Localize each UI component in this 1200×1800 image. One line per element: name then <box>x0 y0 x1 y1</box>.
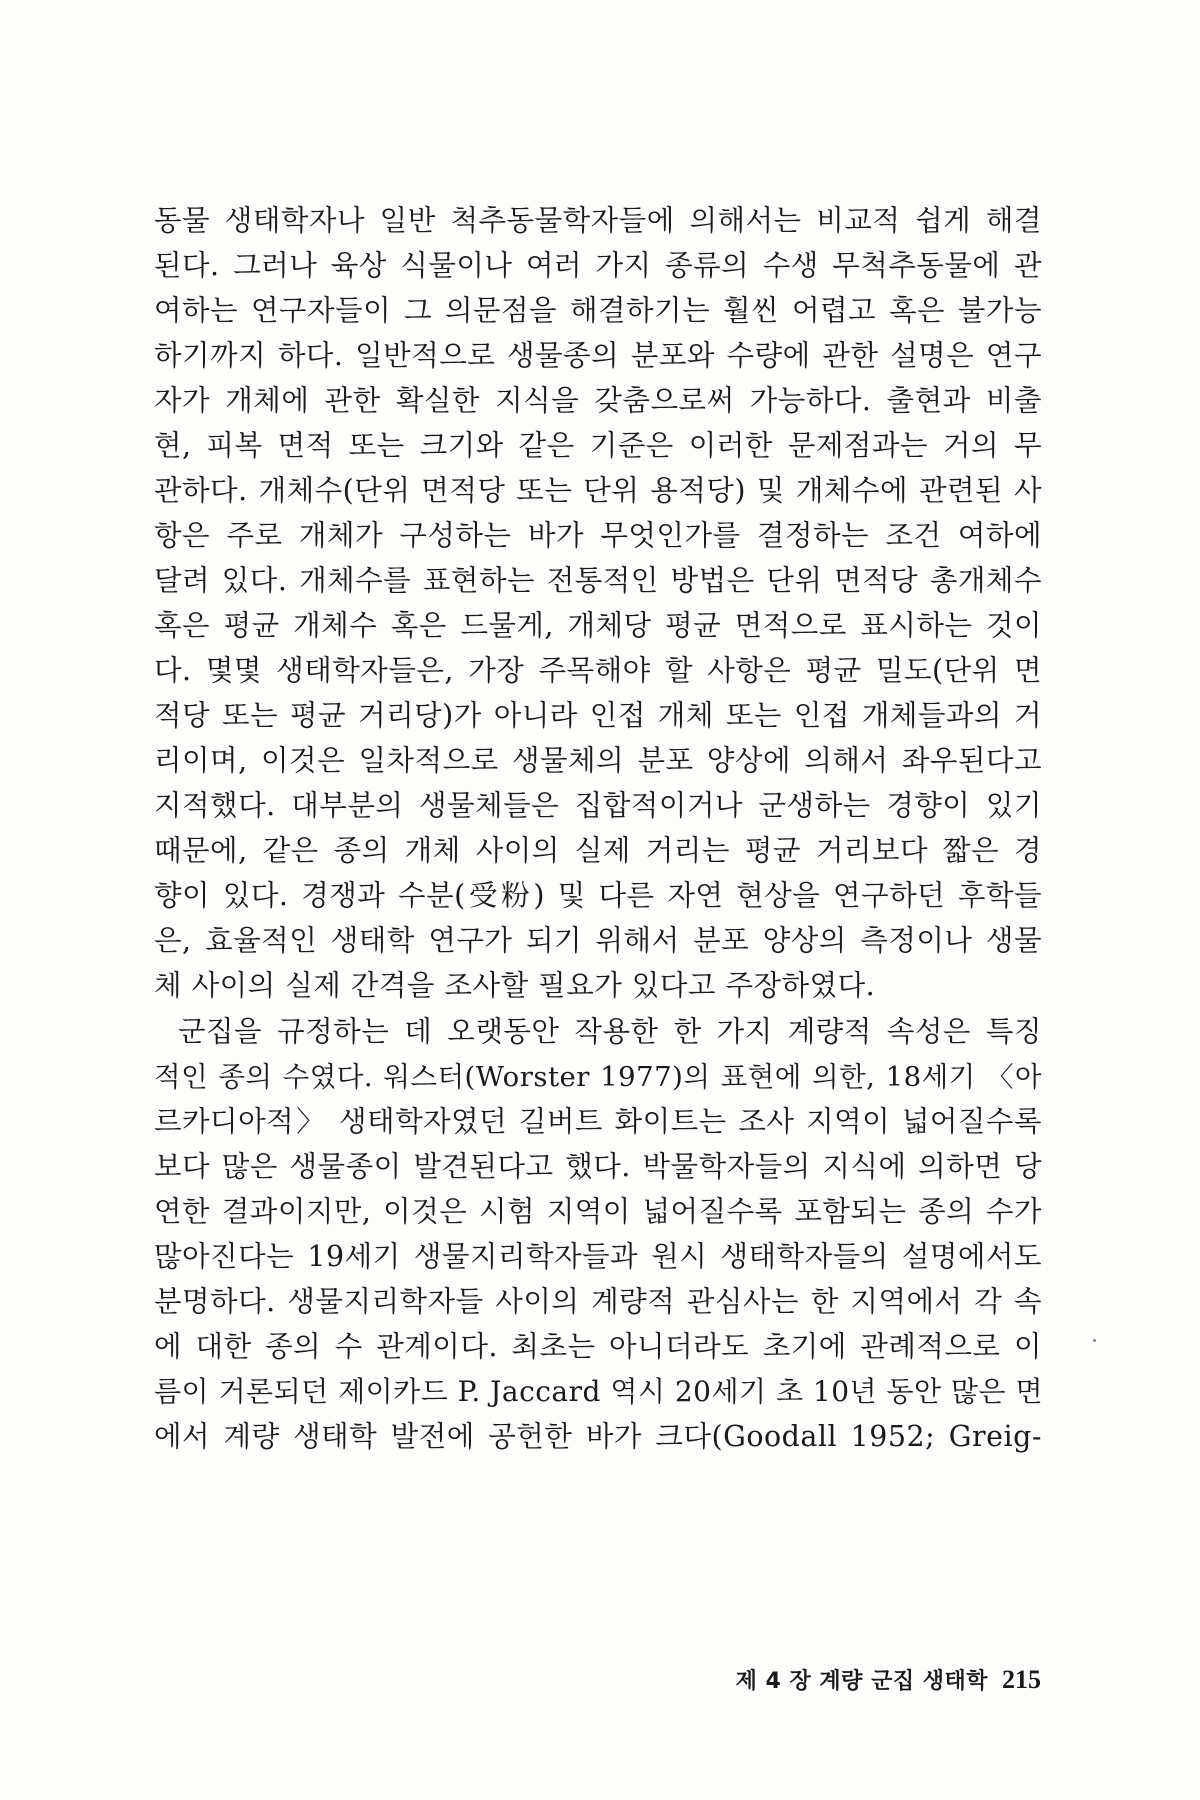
text-line: 분명하다. 생물지리학자들 사이의 계량적 관심사는 한 지역에서 각 속 <box>154 1285 1042 1318</box>
text-line: 보다 많은 생물종이 발견된다고 했다. 박물학자들의 지식에 의하면 당 <box>154 1150 1042 1183</box>
text-line: 하기까지 하다. 일반적으로 생물종의 분포와 수량에 관한 설명은 연구 <box>154 339 1042 372</box>
text-line: 자가 개체에 관한 확실한 지식을 갖춤으로써 가능하다. 출현과 비출 <box>154 384 1042 417</box>
text-line: 군집을 규정하는 데 오랫동안 작용한 한 가지 계량적 속성은 특징 <box>178 1015 1042 1048</box>
text-line: 체 사이의 실제 간격을 조사할 필요가 있다고 주장하였다. <box>154 969 876 1002</box>
text-line: 때문에, 같은 종의 개체 사이의 실제 거리는 평균 거리보다 짧은 경 <box>154 834 1042 867</box>
running-footer-chapter: 제 4 장 계량 군집 생태학 <box>735 1669 988 1694</box>
text-line: 다. 몇몇 생태학자들은, 가장 주목해야 할 사항은 평균 밀도(단위 면 <box>154 654 1042 687</box>
text-line: 연한 결과이지만, 이것은 시험 지역이 넓어질수록 포함되는 종의 수가 <box>154 1195 1042 1228</box>
text-line: 적당 또는 평균 거리당)가 아니라 인접 개체 또는 인접 개체들과의 거 <box>154 699 1042 732</box>
text-line: 향이 있다. 경쟁과 수분(受粉) 및 다른 자연 현상을 연구하던 후학들 <box>154 879 1042 912</box>
text-line: 에서 계량 생태학 발전에 공헌한 바가 크다(Goodall 1952; Greig- <box>154 1420 1042 1453</box>
text-line: 관하다. 개체수(단위 면적당 또는 단위 용적당) 및 개체수에 관련된 사 <box>154 474 1042 507</box>
text-line: 혹은 평균 개체수 혹은 드물게, 개체당 평균 면적으로 표시하는 것이 <box>154 609 1042 642</box>
text-line: 리이며, 이것은 일차적으로 생물체의 분포 양상에 의해서 좌우된다고 <box>154 744 1042 777</box>
text-line: 된다. 그러나 육상 식물이나 여러 가지 종류의 수생 무척추동물에 관 <box>154 249 1042 282</box>
text-line: 많아진다는 19세기 생물지리학자들과 원시 생태학자들의 설명에서도 <box>154 1240 1042 1273</box>
page-footer <box>735 1660 1041 1700</box>
text-line: 적인 종의 수였다. 워스터(Worster 1977)의 표현에 의한, 18세기 〈아 <box>154 1061 1042 1093</box>
text-line: 름이 거론되던 제이카드 P. Jaccard 역시 20세기 초 10년 동안 많은 면 <box>154 1375 1044 1408</box>
text-line: 은, 효율적인 생태학 연구가 되기 위해서 분포 양상의 측정이나 생물 <box>154 924 1042 957</box>
scan-speck <box>1093 1339 1096 1342</box>
text-line: 동물 생태학자나 일반 척추동물학자들에 의해서는 비교적 쉽게 해결 <box>154 204 1042 237</box>
text-line: 달려 있다. 개체수를 표현하는 전통적인 방법은 단위 면적당 총개체수 <box>154 564 1042 597</box>
text-line: 여하는 연구자들이 그 의문점을 해결하기는 훨씬 어렵고 혹은 불가능 <box>154 294 1042 327</box>
page-number: 215 <box>1002 1665 1041 1694</box>
text-line: 현, 피복 면적 또는 크기와 같은 기준은 이러한 문제점과는 거의 무 <box>154 429 1042 462</box>
text-line: 항은 주로 개체가 구성하는 바가 무엇인가를 결정하는 조건 여하에 <box>154 519 1042 552</box>
text-line: 르카디아적〉 생태학자였던 길버트 화이트는 조사 지역이 넓어질수록 <box>154 1105 1042 1138</box>
text-line: 지적했다. 대부분의 생물체들은 집합적이거나 군생하는 경향이 있기 <box>154 789 1042 822</box>
text-line: 에 대한 종의 수 관계이다. 최초는 아니더라도 초기에 관례적으로 이 <box>154 1330 1042 1363</box>
